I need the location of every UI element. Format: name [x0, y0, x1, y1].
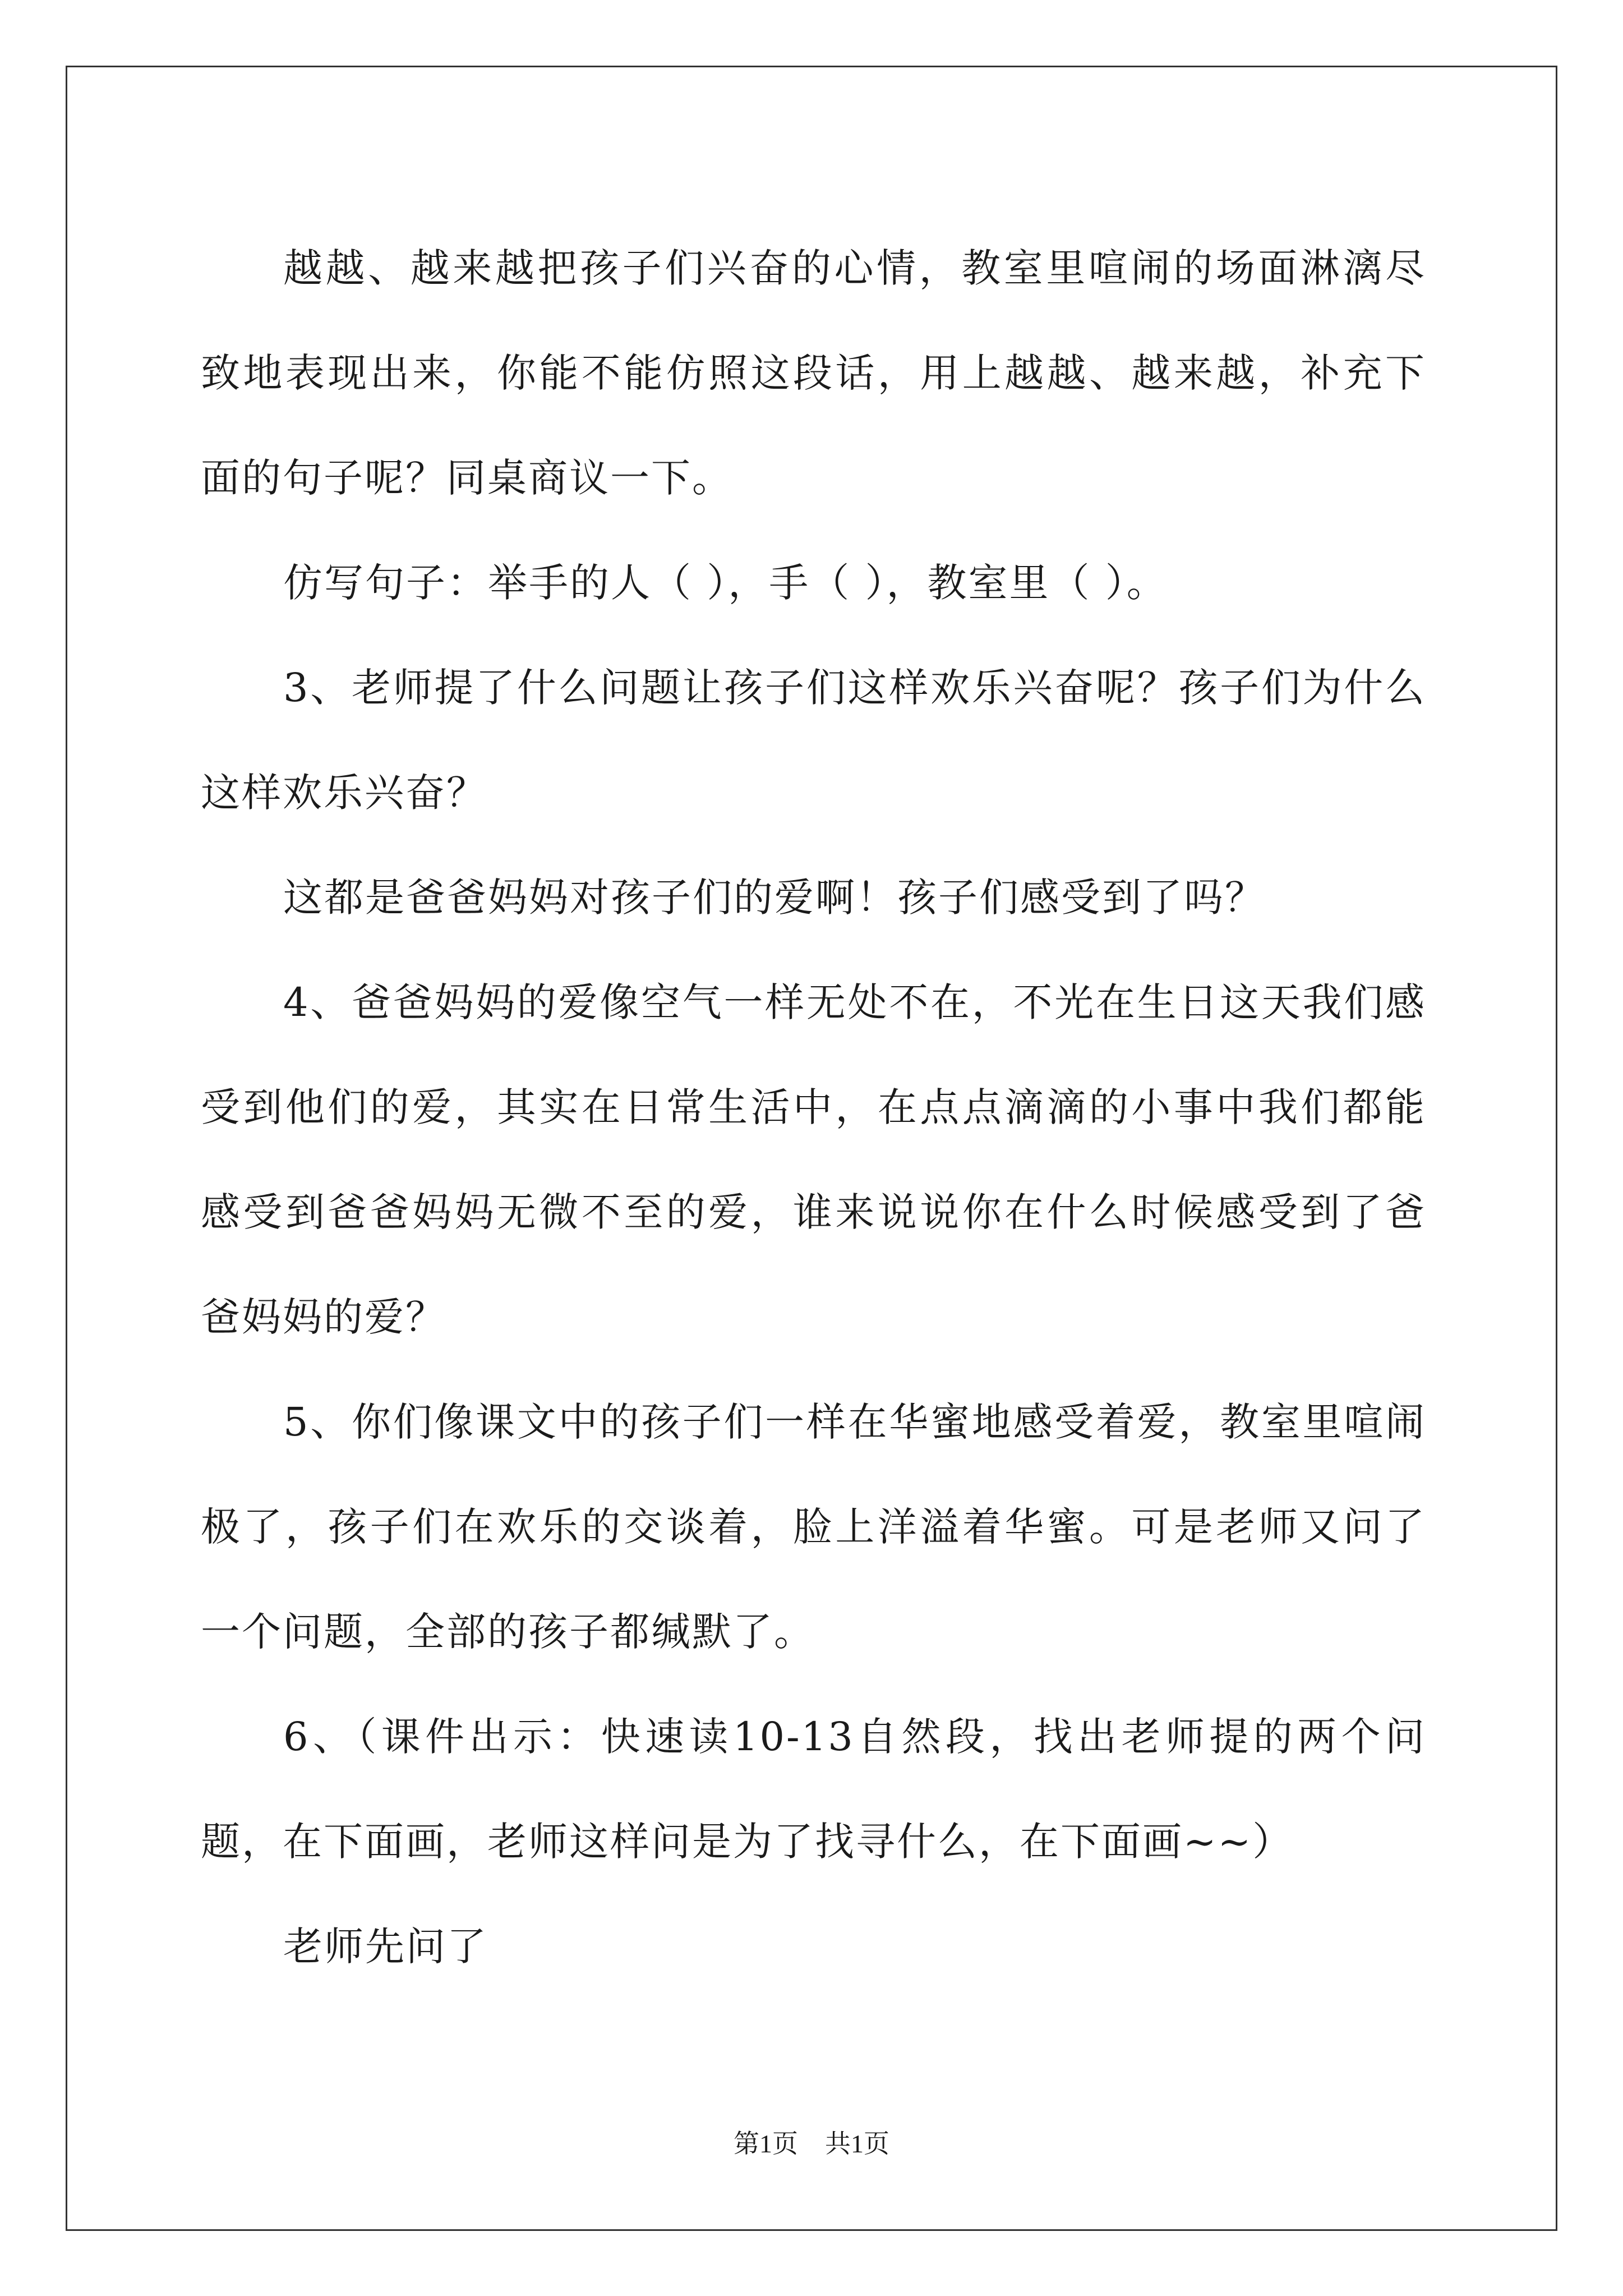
- paragraph-4: 这都是爸爸妈妈对孩子们的爱啊！孩子们感受到了吗？: [283, 875, 1266, 921]
- paragraph-8: 老师先问了: [283, 1924, 488, 1970]
- paragraph-2: 仿写句子：举手的人（ ），手（ ），教室里（ ）。: [283, 560, 1168, 606]
- paragraph-3: 3、老师提了什么问题让孩子们这样欢乐兴奋呢？孩子们为什么这样欢乐兴奋？: [201, 665, 1426, 816]
- paragraph-1: 越越、越来越把孩子们兴奋的心情，教室里喧闹的场面淋漓尽致地表现出来，你能不能仿照这段话，用上越越、越来越，补充下面的句子呢？同桌商议一下。: [201, 245, 1426, 501]
- page-number: 第1页: [734, 2129, 798, 2158]
- paragraph-7: 6、（课件出示：快速读10-13自然段，找出老师提的两个问题，在下面画，老师这样问是为了找寻什么，在下面画~~）: [201, 1714, 1426, 1865]
- paragraph-6: 5、你们像课文中的孩子们一样在华蜜地感受着爱，教室里喧闹极了，孩子们在欢乐的交谈着，脸上洋溢着华蜜。可是老师又问了一个问题，全部的孩子都缄默了。: [201, 1399, 1426, 1655]
- document-body: [201, 216, 1426, 1999]
- page-total: 共1页: [825, 2129, 889, 2158]
- paragraph-5: 4、爸爸妈妈的爱像空气一样无处不在，不光在生日这天我们感受到他们的爱，其实在日常生活中，在点点滴滴的小事中我们都能感受到爸爸妈妈无微不至的爱，谁来说说你在什么时候感受到了爸爸妈妈的爱？: [201, 979, 1426, 1340]
- page-footer: [0, 2127, 1623, 2161]
